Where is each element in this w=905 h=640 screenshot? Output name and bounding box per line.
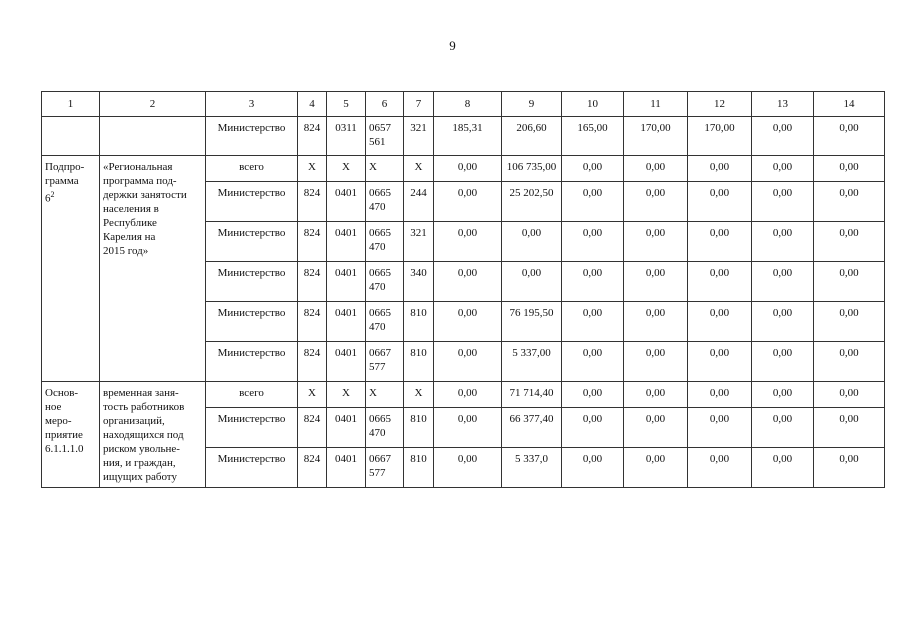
- table-cell: 0,00: [562, 408, 624, 448]
- table-cell: X: [366, 382, 404, 408]
- table-cell: 0401: [327, 222, 366, 262]
- table-cell: 0,00: [624, 408, 688, 448]
- table-cell: 170,00: [688, 117, 752, 156]
- table-cell: 0,00: [562, 342, 624, 382]
- table-cell: 0,00: [752, 182, 814, 222]
- header-row: [42, 92, 885, 117]
- table-cell: 340: [404, 262, 434, 302]
- table-cell: 0,00: [624, 342, 688, 382]
- column-header: 8: [434, 92, 502, 117]
- table-cell: 824: [298, 342, 327, 382]
- column-header: 7: [404, 92, 434, 117]
- table-cell: X: [366, 156, 404, 182]
- table-cell: 0,00: [434, 222, 502, 262]
- table-cell: 0401: [327, 302, 366, 342]
- table-cell: 25 202,50: [502, 182, 562, 222]
- table-cell: 66 377,40: [502, 408, 562, 448]
- table-cell: 0,00: [814, 156, 885, 182]
- table-cell: 0,00: [688, 156, 752, 182]
- row-label-cell: [42, 117, 100, 156]
- column-header: 13: [752, 92, 814, 117]
- table-cell: 321: [404, 222, 434, 262]
- table-cell: 5 337,0: [502, 448, 562, 488]
- table-cell: 0,00: [434, 182, 502, 222]
- table-cell: 0,00: [814, 222, 885, 262]
- table-cell: 0,00: [434, 408, 502, 448]
- table-cell: 0,00: [814, 262, 885, 302]
- table-cell: 0401: [327, 448, 366, 488]
- table-cell: 810: [404, 448, 434, 488]
- footnote-marker: 2: [50, 190, 55, 199]
- table-cell: 0,00: [624, 262, 688, 302]
- table-cell: 824: [298, 117, 327, 156]
- table-cell: 0,00: [562, 302, 624, 342]
- group-label-cell: Основ- ное меро- приятие 6.1.1.1.0: [42, 382, 100, 488]
- table-cell: Министерство: [206, 342, 298, 382]
- table-cell: 0657 561: [366, 117, 404, 156]
- table-cell: всего: [206, 156, 298, 182]
- column-header: 3: [206, 92, 298, 117]
- table-cell: 0,00: [814, 408, 885, 448]
- table-cell: 0,00: [562, 222, 624, 262]
- table-cell: X: [327, 156, 366, 182]
- table-cell: 0,00: [752, 382, 814, 408]
- column-header: 10: [562, 92, 624, 117]
- budget-table: [41, 91, 885, 488]
- table-cell: 0665 470: [366, 408, 404, 448]
- table-cell: 0,00: [688, 222, 752, 262]
- row-name-cell: [100, 117, 206, 156]
- table-cell: 0,00: [434, 302, 502, 342]
- table-cell: 0,00: [752, 222, 814, 262]
- table-cell: 0667 577: [366, 342, 404, 382]
- table-cell: Министерство: [206, 302, 298, 342]
- table-cell: всего: [206, 382, 298, 408]
- table-cell: 0,00: [434, 448, 502, 488]
- table-cell: 824: [298, 222, 327, 262]
- table-cell: 0,00: [752, 448, 814, 488]
- table-cell: 0,00: [562, 182, 624, 222]
- table-cell: Министерство: [206, 222, 298, 262]
- table-cell: 71 714,40: [502, 382, 562, 408]
- group-name-cell: временная заня- тость работников организаций, находящихся под риском увольне- ния, и граждан, ищущих работу: [100, 382, 206, 488]
- table-cell: 0665 470: [366, 222, 404, 262]
- table-cell: 0665 470: [366, 262, 404, 302]
- page-number: 9: [449, 38, 456, 53]
- table-cell: 5 337,00: [502, 342, 562, 382]
- table-cell: 0,00: [562, 382, 624, 408]
- column-header: 9: [502, 92, 562, 117]
- table-cell: 0,00: [434, 382, 502, 408]
- table-cell: 170,00: [624, 117, 688, 156]
- table-cell: 0401: [327, 182, 366, 222]
- table-cell: 106 735,00: [502, 156, 562, 182]
- column-header: 12: [688, 92, 752, 117]
- column-header: 14: [814, 92, 885, 117]
- table-cell: 0,00: [814, 117, 885, 156]
- table-cell: 0401: [327, 408, 366, 448]
- group-label-cell: [42, 156, 100, 382]
- table-row: [42, 382, 885, 408]
- table-cell: 0,00: [624, 448, 688, 488]
- table-cell: 185,31: [434, 117, 502, 156]
- table-cell: 0,00: [502, 222, 562, 262]
- column-header: 5: [327, 92, 366, 117]
- table-cell: 0,00: [562, 262, 624, 302]
- table-cell: 0,00: [814, 182, 885, 222]
- column-header: 4: [298, 92, 327, 117]
- table-cell: 0,00: [624, 382, 688, 408]
- table-cell: 321: [404, 117, 434, 156]
- table-cell: 0665 470: [366, 302, 404, 342]
- table-cell: 244: [404, 182, 434, 222]
- table-cell: 0,00: [434, 342, 502, 382]
- table-row: [42, 156, 885, 182]
- table-cell: 0,00: [562, 156, 624, 182]
- table-cell: X: [404, 382, 434, 408]
- table-cell: 0,00: [752, 156, 814, 182]
- table-cell: 76 195,50: [502, 302, 562, 342]
- table-cell: 810: [404, 408, 434, 448]
- table-cell: 0667 577: [366, 448, 404, 488]
- table-cell: 206,60: [502, 117, 562, 156]
- table-cell: 0,00: [624, 222, 688, 262]
- table-cell: 810: [404, 302, 434, 342]
- table-cell: 0,00: [752, 302, 814, 342]
- table-cell: 0,00: [688, 262, 752, 302]
- table-cell: X: [298, 382, 327, 408]
- table-cell: 0,00: [814, 342, 885, 382]
- column-header: 1: [42, 92, 100, 117]
- table-cell: 0,00: [688, 382, 752, 408]
- table-cell: 0,00: [814, 302, 885, 342]
- table-cell: 0,00: [752, 117, 814, 156]
- table-cell: 824: [298, 302, 327, 342]
- table-cell: 0401: [327, 262, 366, 302]
- table-cell: 0,00: [814, 382, 885, 408]
- table-cell: Министерство: [206, 117, 298, 156]
- table-cell: 0,00: [688, 448, 752, 488]
- table-cell: X: [327, 382, 366, 408]
- table-cell: 0,00: [434, 156, 502, 182]
- table-cell: Министерство: [206, 182, 298, 222]
- table-cell: 0,00: [688, 182, 752, 222]
- table-cell: 0,00: [624, 182, 688, 222]
- table-cell: 824: [298, 262, 327, 302]
- table-cell: 0,00: [688, 302, 752, 342]
- column-header: 2: [100, 92, 206, 117]
- table-cell: Министерство: [206, 262, 298, 302]
- table-cell: X: [404, 156, 434, 182]
- group-label-text: Подпро- грамма 6: [45, 161, 85, 205]
- table-cell: 0,00: [688, 342, 752, 382]
- table-cell: 0311: [327, 117, 366, 156]
- table-cell: 0401: [327, 342, 366, 382]
- table-cell: 0,00: [624, 156, 688, 182]
- table-cell: 0,00: [688, 408, 752, 448]
- table-cell: Министерство: [206, 408, 298, 448]
- table-cell: 810: [404, 342, 434, 382]
- table-cell: 0,00: [752, 342, 814, 382]
- table-cell: 824: [298, 408, 327, 448]
- table-cell: 0,00: [814, 448, 885, 488]
- column-header: 6: [366, 92, 404, 117]
- column-header: 11: [624, 92, 688, 117]
- table-cell: X: [298, 156, 327, 182]
- table-cell: 0,00: [752, 262, 814, 302]
- table-cell: 0,00: [752, 408, 814, 448]
- table-cell: 0,00: [434, 262, 502, 302]
- table-cell: 0,00: [562, 448, 624, 488]
- group-name-cell: «Региональная программа под- держки занятости населения в Республике Карелия на 2015 год»: [100, 156, 206, 382]
- table-cell: 0,00: [624, 302, 688, 342]
- table-cell: 165,00: [562, 117, 624, 156]
- table-cell: Министерство: [206, 448, 298, 488]
- table-cell: 0,00: [502, 262, 562, 302]
- table-cell: 824: [298, 182, 327, 222]
- table-row: [42, 117, 885, 156]
- table-cell: 824: [298, 448, 327, 488]
- table-cell: 0665 470: [366, 182, 404, 222]
